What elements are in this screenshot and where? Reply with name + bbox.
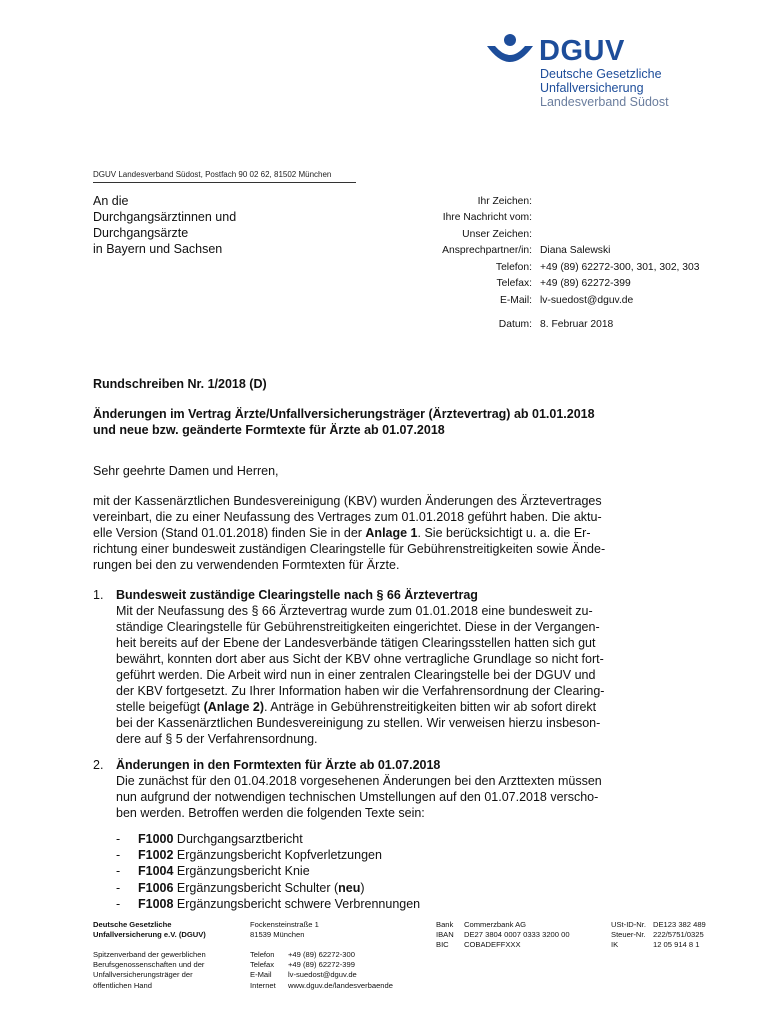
meta-row bbox=[390, 276, 699, 293]
logo-line-3: Landesverband Südost bbox=[540, 95, 669, 109]
list-dash: - bbox=[116, 864, 121, 879]
list-item bbox=[116, 880, 420, 896]
sender-line: DGUV Landesverband Südost, Postfach 90 02 62, 81502 München bbox=[93, 170, 332, 179]
footer-value: COBADEFFXXX bbox=[464, 940, 521, 950]
footer-value: lv-suedost@dguv.de bbox=[288, 970, 357, 980]
section-content bbox=[116, 757, 676, 821]
footer-tax bbox=[611, 920, 706, 951]
footer-desc-line: Berufsgenossenschaften und der bbox=[93, 960, 205, 970]
footer-label: Bank bbox=[436, 920, 454, 929]
form-title-end: ) bbox=[360, 880, 365, 895]
footer-org-line: Deutsche Gesetzliche bbox=[93, 920, 172, 929]
logo-wordmark: DGUV bbox=[539, 35, 625, 67]
list-item bbox=[116, 863, 420, 879]
footer-tax-row bbox=[611, 920, 706, 930]
form-title: Ergänzungsbericht Schulter ( bbox=[173, 880, 339, 895]
form-title: Durchgangsarztbericht bbox=[173, 832, 303, 846]
footer-label: BIC bbox=[436, 940, 449, 950]
logo-line-2: Unfallversicherung bbox=[540, 81, 644, 95]
text-run: stelle beigefügt bbox=[116, 700, 204, 714]
footer-bank-row bbox=[436, 940, 570, 950]
list-dash: - bbox=[116, 880, 121, 895]
form-code: F1008 bbox=[138, 896, 174, 911]
annex-1-reference: Anlage 1 bbox=[365, 526, 418, 540]
list-item bbox=[116, 847, 420, 863]
address-line: An die bbox=[93, 194, 129, 208]
paragraph-line: vereinbart, die zu einer Neufassung des Vertrages zum 01.01.2018 geführt haben. Die aktu- bbox=[93, 510, 602, 524]
footer-contact bbox=[250, 950, 393, 991]
address-line: Durchgangsärztinnen und bbox=[93, 210, 237, 224]
section-line: Die zunächst für den 01.04.2018 vorgesehenen Änderungen bei den Arzttexten müssen bbox=[116, 774, 602, 788]
footer-contact-row bbox=[250, 960, 393, 970]
footer-label: Steuer-Nr. bbox=[611, 930, 646, 940]
footer-bank-row bbox=[436, 920, 570, 930]
meta-label: Ansprechpartner/in: bbox=[442, 245, 532, 257]
list-dash: - bbox=[116, 848, 121, 863]
section-line: dere auf § 5 der Verfahrensordnung. bbox=[116, 732, 318, 746]
recipient-address bbox=[93, 193, 236, 257]
section-content bbox=[116, 587, 676, 747]
form-title: Ergänzungsbericht Kopfverletzungen bbox=[173, 848, 382, 863]
footer-value: Commerzbank AG bbox=[464, 920, 527, 929]
form-code: F1002 bbox=[138, 848, 174, 863]
intro-paragraph bbox=[93, 493, 683, 573]
section-line: nun aufgrund der notwendigen technischen Umstellungen auf den 01.07.2018 verscho- bbox=[116, 790, 599, 804]
footer-value: www.dguv.de/landesverbaende bbox=[288, 980, 393, 990]
footer-desc-line: Spitzenverband der gewerblichen bbox=[93, 950, 206, 959]
section-line: Mit der Neufassung des § 66 Ärztevertrag wurde zum 01.01.2018 eine bundesweit zu- bbox=[116, 604, 593, 618]
form-code: F1004 bbox=[138, 864, 174, 879]
subject-line: Änderungen im Vertrag Ärzte/Unfallversicherungsträger (Ärztevertrag) ab 01.01.2018 bbox=[93, 407, 595, 421]
section-line: bewährt, konnten dort aber aus Sicht der KBV ohne vertragliche Grundlage so nicht fort- bbox=[116, 652, 604, 666]
footer-desc-line: Unfallversicherungsträger der bbox=[93, 970, 193, 980]
phone-value: +49 (89) 62272-300, 301, 302, 303 bbox=[540, 261, 700, 273]
section-line: der KBV fortgesetzt. Zu Ihrer Information haben wir die Verfahrensordnung der Clearing- bbox=[116, 684, 605, 698]
form-title: Ergänzungsbericht schwere Verbrennungen bbox=[173, 896, 421, 911]
paragraph-line bbox=[93, 525, 683, 541]
footer-organisation bbox=[93, 920, 206, 940]
meta-label: Telefon: bbox=[495, 261, 532, 273]
annex-2-reference: (Anlage 2) bbox=[203, 700, 264, 714]
footer-desc-line: öffentlichen Hand bbox=[93, 980, 152, 990]
footer-label: E-Mail bbox=[250, 970, 272, 980]
list-dash: - bbox=[116, 832, 121, 846]
footer-bank-row bbox=[436, 930, 570, 940]
date-row bbox=[390, 319, 613, 330]
address-line: Durchgangsärzte bbox=[93, 226, 189, 240]
footer-label: Internet bbox=[250, 980, 276, 990]
text-run: . Anträge in Gebührenstreitigkeiten bitten wir ab sofort direkt bbox=[264, 700, 597, 714]
list-item bbox=[116, 831, 420, 847]
meta-label: E-Mail: bbox=[499, 294, 532, 306]
footer-value: +49 (89) 62272-399 bbox=[288, 960, 355, 970]
salutation: Sehr geehrte Damen und Herren, bbox=[93, 464, 279, 478]
section-line: ständige Clearingstelle für Gebührenstreitigkeiten eingerichtet. Diese in der Vergangen- bbox=[116, 620, 600, 634]
section-line: bei der Kassenärztlichen Bundesvereinigung zu stellen. Wir verweisen hierzu insbeson- bbox=[116, 716, 601, 730]
meta-label: Telefax: bbox=[496, 278, 532, 290]
footer-label: USt-ID-Nr. bbox=[611, 920, 647, 929]
email-value: lv-suedost@dguv.de bbox=[540, 294, 634, 306]
footer-value: DE27 3804 0007 0333 3200 00 bbox=[464, 930, 570, 940]
footer-tax-row bbox=[611, 940, 706, 950]
contact-person: Diana Salewski bbox=[540, 245, 611, 257]
paragraph-line: mit der Kassenärztlichen Bundesvereinigung (KBV) wurden Änderungen des Ärztevertrages bbox=[93, 494, 602, 508]
subject-heading bbox=[93, 406, 595, 438]
section-line: heit bereits auf der Ebene der Landesverbände tätigen Clearingsstellen hatten sich gut bbox=[116, 636, 596, 650]
address-line: in Bayern und Sachsen bbox=[93, 242, 223, 256]
meta-row bbox=[390, 226, 699, 243]
footer-tax-row bbox=[611, 930, 706, 940]
meta-row bbox=[390, 292, 699, 309]
footer-description bbox=[93, 950, 206, 991]
paragraph-line: richtung einer bundesweit zuständigen Clearingstelle für Gebührenstreitigkeiten sowie Ände- bbox=[93, 542, 606, 556]
footer-value: DE123 382 489 bbox=[653, 920, 706, 929]
form-title: Ergänzungsbericht Knie bbox=[173, 864, 310, 879]
footer-value: 12 05 914 8 1 bbox=[653, 940, 700, 950]
footer-label: IBAN bbox=[436, 930, 454, 940]
section-line: geführt werden. Die Arbeit wird nun in einer zentralen Clearingstelle bei der DGUV und bbox=[116, 668, 596, 682]
fax-value: +49 (89) 62272-399 bbox=[540, 278, 631, 290]
footer-contact-row bbox=[250, 981, 393, 991]
footer-contact-row bbox=[250, 970, 393, 980]
form-list bbox=[116, 831, 420, 912]
footer-org-line: Unfallversicherung e.V. (DGUV) bbox=[93, 930, 206, 940]
form-code: F1000 bbox=[138, 832, 174, 846]
list-item bbox=[116, 896, 420, 912]
meta-row bbox=[390, 259, 699, 276]
footer-value: 222/5751/0325 bbox=[653, 930, 704, 940]
circular-title: Rundschreiben Nr. 1/2018 (D) bbox=[93, 377, 267, 391]
logo-line-1: Deutsche Gesetzliche bbox=[540, 67, 662, 81]
date-label: Datum: bbox=[498, 319, 532, 330]
date-value: 8. Februar 2018 bbox=[540, 319, 614, 330]
meta-row bbox=[390, 193, 699, 210]
meta-row bbox=[390, 210, 699, 227]
new-badge: neu bbox=[338, 880, 361, 895]
footer-bank bbox=[436, 920, 570, 951]
footer-label: Telefon bbox=[250, 950, 275, 959]
meta-row bbox=[390, 243, 699, 260]
footer-value: +49 (89) 62272-300 bbox=[288, 950, 355, 959]
list-dash: - bbox=[116, 896, 121, 911]
section-number: 1. bbox=[93, 588, 104, 602]
meta-label: Unser Zeichen: bbox=[462, 228, 532, 240]
meta-label: Ihr Zeichen: bbox=[477, 195, 532, 207]
sender-divider bbox=[93, 182, 356, 183]
dguv-logo-icon bbox=[487, 34, 533, 70]
subject-line: und neue bzw. geänderte Formtexte für Ärzte ab 01.07.2018 bbox=[93, 423, 445, 437]
text-run: . Sie berücksichtigt u. a. die Er- bbox=[417, 526, 591, 540]
text-run: elle Version (Stand 01.01.2018) finden Sie in der bbox=[93, 526, 366, 540]
reference-block bbox=[390, 193, 699, 309]
section-line: ben werden. Betroffen werden die folgenden Texte sein: bbox=[116, 806, 425, 820]
footer-city: 81539 München bbox=[250, 930, 305, 940]
form-code: F1006 bbox=[138, 880, 174, 895]
footer-address bbox=[250, 920, 319, 940]
section-heading: Änderungen in den Formtexten für Ärzte ab 01.07.2018 bbox=[116, 758, 441, 772]
footer-contact-row bbox=[250, 950, 393, 960]
section-heading: Bundesweit zuständige Clearingstelle nach § 66 Ärztevertrag bbox=[116, 588, 478, 602]
paragraph-line: rungen bei den zu verwendenden Formtexten für Ärzte. bbox=[93, 558, 400, 572]
footer-label: Telefax bbox=[250, 960, 275, 970]
section-number: 2. bbox=[93, 758, 104, 772]
footer-label: IK bbox=[611, 940, 619, 950]
footer-street: Fockensteinstraße 1 bbox=[250, 920, 319, 929]
meta-label: Ihre Nachricht vom: bbox=[442, 212, 532, 224]
section-line bbox=[116, 699, 676, 715]
